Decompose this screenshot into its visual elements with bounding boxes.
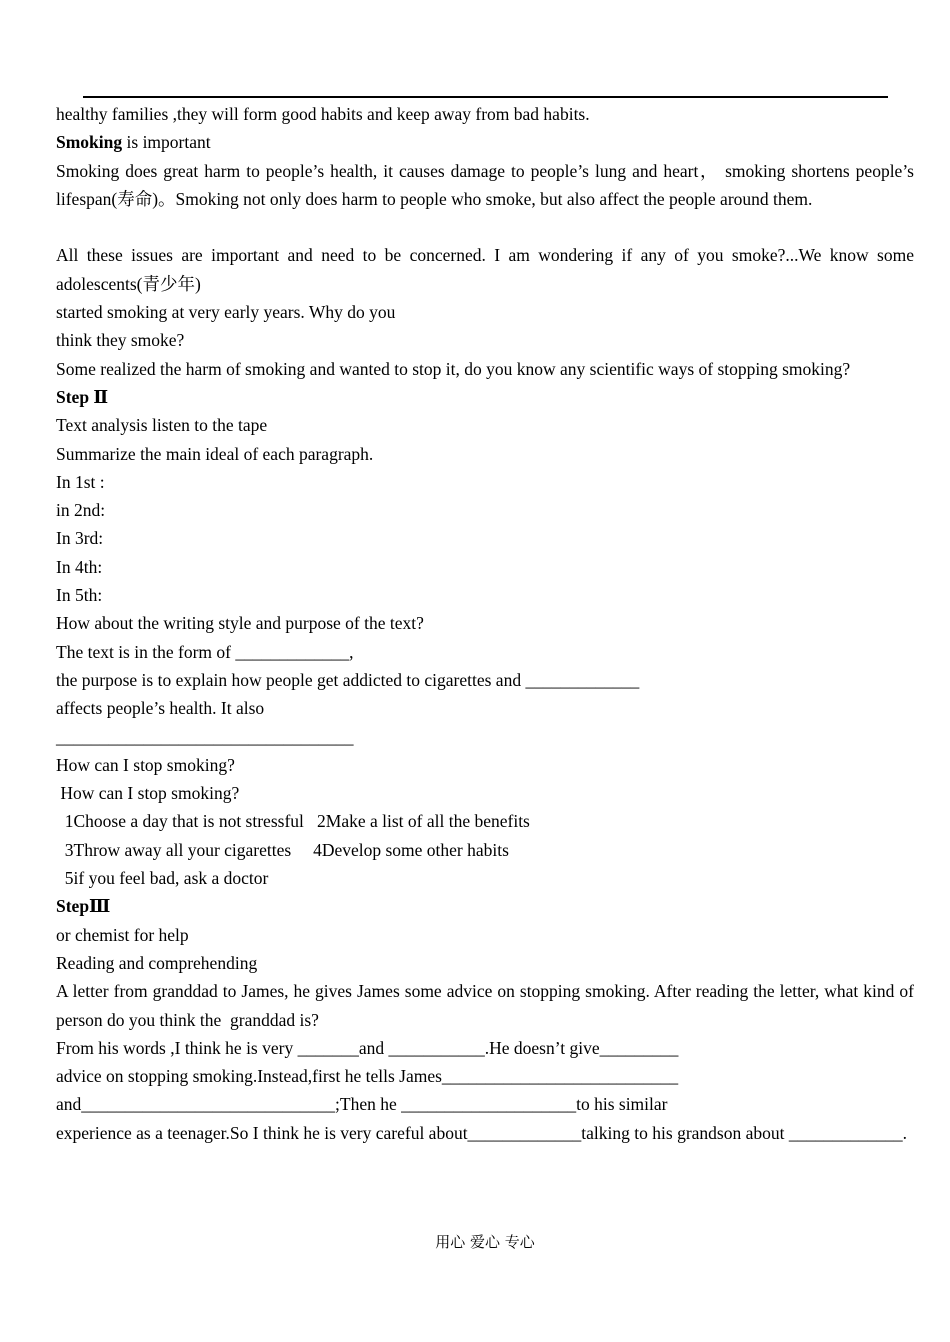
paragraph-line: healthy families ,they will form good habits and keep away from bad habits. xyxy=(56,104,590,124)
fill-blank-line: __________________________________ xyxy=(56,726,354,747)
paragraph-line: How can I stop smoking? xyxy=(56,754,235,775)
paragraph-item-1st: In 1st : xyxy=(56,471,105,492)
step-heading-3 xyxy=(56,892,914,920)
heading-rest: is important xyxy=(122,132,211,153)
paragraph-item-5th: In 5th: xyxy=(56,585,103,606)
paragraph-line: How can I stop smoking? xyxy=(56,783,240,804)
paragraph-line: or chemist for help xyxy=(56,924,189,945)
list-line: 3Throw away all your cigarettes 4Develop some other habits xyxy=(56,839,509,860)
fill-blank-line: From his words ,I think he is very _______and ___________.He doesn’t give_________ xyxy=(56,1037,679,1058)
paragraph-issues: All these issues are important and need to be concerned. I am wondering if any of you smoke?...We know some adolescents(青少年) xyxy=(56,245,919,294)
paragraph-line: Reading and comprehending xyxy=(56,952,258,973)
list-line: 1Choose a day that is not stressful 2Make a list of all the benefits xyxy=(56,811,530,832)
paragraph-line: started smoking at very early years. Why do you xyxy=(56,302,396,323)
fill-blank-line: advice on stopping smoking.Instead,first he tells James___________________________ xyxy=(56,1066,679,1087)
bold-term: Smoking xyxy=(56,132,123,153)
paragraph-line: Summarize the main ideal of each paragraph. xyxy=(56,443,374,464)
paragraph-letter: A letter from granddad to James, he gives James some advice on stopping smoking. After reading the letter, what kind of person do you think the granddad is? xyxy=(56,981,919,1030)
paragraph-item-3rd: In 3rd: xyxy=(56,528,104,549)
paragraph-line: think they smoke? xyxy=(56,330,185,351)
paragraph-item-2nd: in 2nd: xyxy=(56,500,106,521)
paragraph-stop-smoking: Some realized the harm of smoking and wanted to stop it, do you know any scientific ways of stopping smoking? xyxy=(56,358,851,379)
paragraph-line: affects people’s health. It also xyxy=(56,698,265,719)
paragraph-smoking-harm: Smoking does great harm to people’s health, it causes damage to people’s lung and heart， smoking shortens people’s lifespan(寿命)。Smoking not only does harm to people who smoke, but also affect the people around them. xyxy=(56,160,919,209)
fill-blank-line: the purpose is to explain how people get addicted to cigarettes and _____________ xyxy=(56,669,640,690)
paragraph-line: How about the writing style and purpose of the text? xyxy=(56,613,424,634)
step-label: StepⅢ xyxy=(56,896,111,917)
header-rule xyxy=(83,96,888,98)
fill-blank-paragraph: experience as a teenager.So I think he is very careful about_____________talking to his grandson about _____________. xyxy=(56,1122,907,1143)
step-label: Step Ⅱ xyxy=(56,386,109,407)
fill-blank-line: The text is in the form of _____________, xyxy=(56,641,354,662)
paragraph-line: Text analysis listen to the tape xyxy=(56,415,268,436)
blank-line xyxy=(56,213,914,241)
step-heading-2 xyxy=(56,383,914,411)
document-body xyxy=(56,100,919,1147)
paragraph-item-4th: In 4th: xyxy=(56,556,103,577)
page-footer: 用心 爱心 专心 xyxy=(435,1233,535,1251)
fill-blank-line: and_____________________________;Then he ____________________to his similar xyxy=(56,1094,668,1115)
list-line: 5if you feel bad, ask a doctor xyxy=(56,868,269,889)
section-heading-smoking xyxy=(56,128,914,156)
